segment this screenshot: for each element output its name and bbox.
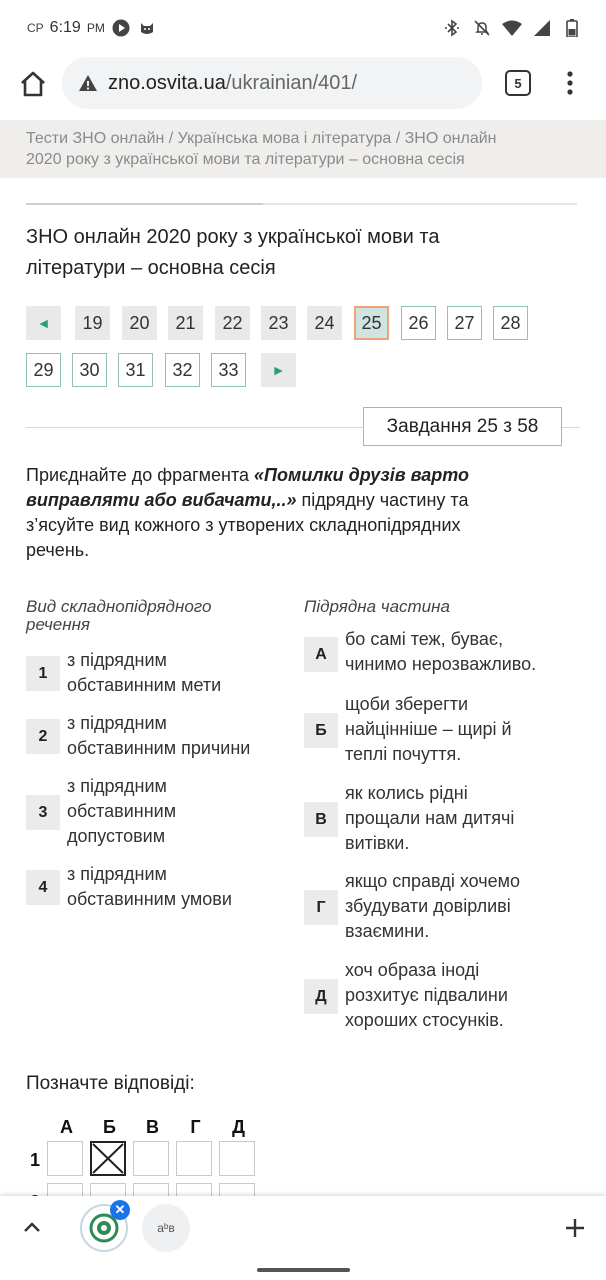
url-text[interactable] bbox=[108, 72, 357, 95]
question-emphasis: виправляти або вибачати,..» bbox=[26, 490, 297, 510]
right-item bbox=[304, 958, 508, 1033]
item-letter: Б bbox=[304, 713, 338, 748]
grid-column-header: Г bbox=[190, 1117, 201, 1137]
url-path: /ukrainian/401/ bbox=[225, 71, 358, 94]
question-part: Приєднайте до фрагмента bbox=[26, 465, 255, 485]
signal-icon bbox=[532, 18, 552, 38]
status-left bbox=[27, 18, 157, 38]
pagination-page[interactable]: 32 bbox=[165, 353, 200, 387]
pagination-page[interactable]: 21 bbox=[168, 306, 203, 340]
pagination-page[interactable]: 31 bbox=[118, 353, 153, 387]
breadcrumb-line-1[interactable]: Тести ЗНО онлайн / Українська мова і література / ЗНО онлайн bbox=[26, 130, 497, 147]
item-text bbox=[67, 648, 221, 698]
item-letter: В bbox=[304, 802, 338, 837]
url-host: zno.osvita.ua bbox=[108, 71, 226, 94]
status-bar bbox=[0, 0, 606, 56]
left-item bbox=[26, 774, 176, 849]
answer-cell[interactable] bbox=[219, 1141, 255, 1176]
new-tab-plus-icon[interactable] bbox=[563, 1216, 587, 1240]
item-text bbox=[345, 692, 512, 767]
pagination-next-button[interactable]: ► bbox=[261, 353, 296, 387]
question-emphasis: «Помилки друзів варто bbox=[254, 465, 469, 485]
grid-row-header: 1 bbox=[30, 1150, 41, 1170]
item-line: хоч образа іноді bbox=[345, 960, 480, 980]
pagination-page[interactable]: 28 bbox=[493, 306, 528, 340]
item-text bbox=[67, 711, 250, 761]
left-column-heading-line-1: Вид складнопідрядного bbox=[26, 597, 212, 616]
right-column-heading: Підрядна частина bbox=[304, 597, 450, 616]
mute-bell-icon bbox=[472, 18, 492, 38]
cat-app-icon bbox=[137, 18, 157, 38]
browser-toolbar bbox=[0, 56, 606, 116]
home-icon[interactable] bbox=[18, 69, 48, 99]
pagination-page-current[interactable]: 25 bbox=[354, 306, 389, 340]
item-letter: А bbox=[304, 637, 338, 672]
item-text bbox=[345, 869, 520, 944]
item-text bbox=[67, 862, 232, 912]
warning-icon[interactable] bbox=[78, 73, 98, 93]
page-title-line-1: ЗНО онлайн 2020 року з української мови та bbox=[26, 226, 440, 248]
right-item bbox=[304, 692, 512, 767]
status-ampm: PM bbox=[86, 21, 105, 35]
status-right bbox=[442, 18, 582, 38]
item-line: витівки. bbox=[345, 833, 410, 853]
pagination-page[interactable]: 19 bbox=[75, 306, 110, 340]
left-item bbox=[26, 648, 221, 698]
chevron-up-icon[interactable] bbox=[20, 1216, 44, 1240]
item-line: найцінніше – щирі й bbox=[345, 719, 512, 739]
item-line: допустовим bbox=[67, 826, 166, 846]
grid-column-header: А bbox=[60, 1117, 73, 1137]
item-text bbox=[345, 781, 514, 856]
wifi-icon bbox=[502, 18, 522, 38]
question-part: з’ясуйте вид кожного з утворених складнопідрядних bbox=[26, 515, 461, 535]
pagination-page[interactable]: 20 bbox=[122, 306, 157, 340]
left-column-heading bbox=[26, 598, 211, 634]
item-number: 1 bbox=[26, 656, 60, 691]
left-item bbox=[26, 711, 250, 761]
close-icon[interactable]: ✕ bbox=[110, 1200, 130, 1220]
divider-accent bbox=[26, 203, 263, 205]
answer-cell[interactable] bbox=[176, 1141, 212, 1176]
item-line: з підрядним bbox=[67, 864, 167, 884]
question-part: підрядну частину та bbox=[296, 490, 469, 510]
item-number: 2 bbox=[26, 719, 60, 754]
gesture-handle[interactable] bbox=[257, 1268, 350, 1272]
pagination-prev-button[interactable]: ◄ bbox=[26, 306, 61, 340]
grid-column-header: В bbox=[146, 1117, 159, 1137]
item-line: обставинним умови bbox=[67, 889, 232, 909]
bluetooth-icon bbox=[442, 18, 462, 38]
item-line: теплі почуття. bbox=[345, 744, 462, 764]
item-line: взаємини. bbox=[345, 921, 430, 941]
answer-cell-checked[interactable] bbox=[90, 1141, 126, 1176]
breadcrumb-line-2[interactable]: 2020 року з української мови та літератури – основна сесія bbox=[26, 151, 465, 168]
item-text bbox=[345, 627, 536, 677]
item-line: якщо справді хочемо bbox=[345, 871, 521, 891]
pagination-page[interactable]: 29 bbox=[26, 353, 61, 387]
grid-column-header: Д bbox=[232, 1117, 245, 1137]
item-number: 4 bbox=[26, 870, 60, 905]
left-column-heading-line-2: речення bbox=[26, 615, 90, 634]
item-line: з підрядним bbox=[67, 713, 167, 733]
right-item bbox=[304, 627, 536, 677]
media-play-icon bbox=[111, 18, 131, 38]
tab-switcher-button[interactable]: 5 bbox=[505, 70, 531, 96]
cross-mark-icon bbox=[92, 1143, 124, 1174]
question-part: речень. bbox=[26, 540, 90, 560]
page-title bbox=[26, 222, 566, 284]
item-line: обставинним причини bbox=[67, 738, 251, 758]
pagination-page[interactable]: 27 bbox=[447, 306, 482, 340]
translate-icon[interactable]: аᵇв bbox=[142, 1204, 190, 1252]
item-line: обставинним мети bbox=[67, 675, 222, 695]
task-counter: Завдання 25 з 58 bbox=[363, 407, 562, 446]
address-bar[interactable] bbox=[62, 57, 482, 109]
item-letter: Г bbox=[304, 890, 338, 925]
right-item bbox=[304, 869, 520, 944]
question-text bbox=[26, 463, 566, 563]
item-line: прощали нам дитячі bbox=[345, 808, 515, 828]
item-line: щоби зберегти bbox=[345, 694, 469, 714]
left-item bbox=[26, 862, 232, 912]
grid-column-header: Б bbox=[103, 1117, 116, 1137]
pagination-page[interactable]: 33 bbox=[211, 353, 246, 387]
answer-instruction: Позначте відповіді: bbox=[26, 1073, 195, 1094]
item-line: збудувати довірливі bbox=[345, 896, 511, 916]
item-line: чинимо нерозважливо. bbox=[345, 654, 537, 674]
item-line: з підрядним bbox=[67, 650, 167, 670]
right-item bbox=[304, 781, 514, 856]
item-line: обставинним bbox=[67, 801, 177, 821]
battery-icon bbox=[562, 18, 582, 38]
breadcrumb bbox=[0, 120, 606, 178]
more-menu-icon[interactable] bbox=[563, 69, 577, 97]
item-text bbox=[67, 774, 176, 849]
pagination-page[interactable]: 30 bbox=[72, 353, 107, 387]
item-line: хороших стосунків. bbox=[345, 1010, 504, 1030]
item-number: 3 bbox=[26, 795, 60, 830]
item-letter: Д bbox=[304, 979, 338, 1014]
status-day: СР bbox=[27, 21, 44, 35]
item-line: з підрядним bbox=[67, 776, 167, 796]
item-line: бо самі теж, буває, bbox=[345, 629, 504, 649]
pagination-page[interactable]: 22 bbox=[215, 306, 250, 340]
item-text bbox=[345, 958, 508, 1033]
pagination-page[interactable]: 26 bbox=[401, 306, 436, 340]
status-time: 6:19 bbox=[49, 19, 81, 36]
pagination-page[interactable]: 23 bbox=[261, 306, 296, 340]
answer-cell[interactable] bbox=[47, 1141, 83, 1176]
pagination-page[interactable]: 24 bbox=[307, 306, 342, 340]
item-line: як колись рідні bbox=[345, 783, 468, 803]
item-line: розхитує підвалини bbox=[345, 985, 508, 1005]
answer-cell[interactable] bbox=[133, 1141, 169, 1176]
page-title-line-2: літератури – основна сесія bbox=[26, 257, 276, 279]
